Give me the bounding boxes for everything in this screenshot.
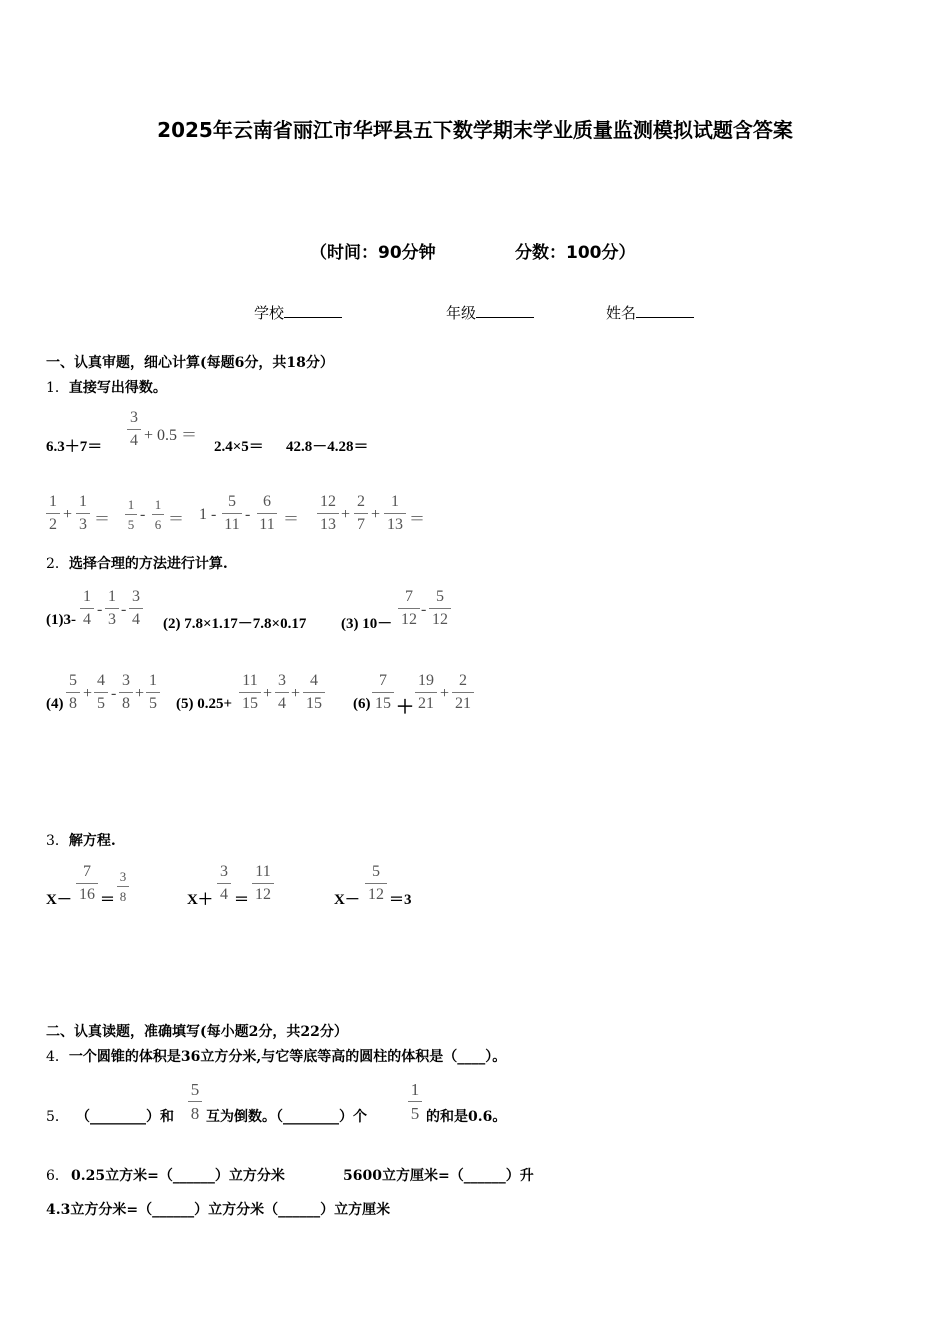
name-blank[interactable] [636, 302, 694, 318]
q3-number: 3． [46, 833, 69, 849]
fraction: $\frac{5}{12}$ [429, 589, 451, 628]
q3-eq3-result: ＝3 [389, 892, 412, 908]
equals-op: ＝ [234, 892, 250, 908]
q2-part3-label: (3) 10－ [341, 616, 393, 632]
q6-line1-b: 5600立方厘米=（______）升 [343, 1168, 534, 1184]
name-label: 姓名 [606, 304, 637, 322]
q1-expr-c: 2.4×5＝ [214, 439, 264, 455]
fraction: $\frac{11}{12}$ [252, 864, 274, 903]
equals-op: ＝ [283, 511, 300, 528]
fraction: $\frac{2}{7}$ [354, 494, 368, 533]
fraction: $\frac{4}{5}$ [94, 673, 108, 712]
one-minus: 1 - [199, 506, 217, 523]
school-label: 学校 [254, 304, 285, 322]
q1-expr-d: 42.8－4.28＝ [286, 439, 369, 455]
equals-op: ＝ [100, 892, 116, 908]
grade-label: 年级 [446, 304, 477, 322]
q6-line1-a: 0.25立方米=（______）立方分米 [71, 1168, 285, 1184]
plus-op: + [341, 506, 351, 523]
equals-op: ＝ [409, 511, 426, 528]
q1-number: 1． [46, 380, 69, 396]
plus-op: + [135, 685, 145, 702]
q3-text: 解方程. [68, 833, 116, 849]
fraction: $\frac{4}{15}$ [303, 673, 325, 712]
fraction: $\frac{3}{4}$ [129, 589, 143, 628]
q5-text-b: 互为倒数。（________）个 [206, 1109, 367, 1125]
q4-prompt [46, 1046, 506, 1066]
fraction: $\frac{2}{21}$ [452, 673, 474, 712]
minus-op: - [111, 685, 117, 702]
school-field [254, 302, 342, 323]
fraction: $\frac{1}{6}$ [152, 498, 164, 531]
name-field [606, 302, 694, 323]
fraction: $\frac{3}{8}$ [119, 673, 133, 712]
bigplus-op: ＋ [396, 697, 414, 717]
fraction: $\frac{3}{4}$ [127, 410, 141, 449]
q1-text: 直接写出得数。 [68, 380, 167, 396]
q2-part6-label: (6) [353, 696, 371, 712]
plus-op: + [371, 506, 381, 523]
exam-score: 分数：100分） [515, 243, 636, 263]
q2-part4-label: (4) [46, 696, 64, 712]
plus-op: + [440, 685, 450, 702]
fraction: $\frac{19}{21}$ [415, 673, 437, 712]
plus-op: + [263, 685, 273, 702]
q6-line2: 4.3立方分米=（______）立方分米（______）立方厘米 [46, 1202, 391, 1218]
exam-time: （时间：90分钟 [310, 243, 436, 263]
minus-op: - [140, 506, 146, 523]
q3-eq2-x: X＋ [187, 892, 213, 908]
fraction: $\frac{5}{11}$ [222, 494, 242, 533]
q5-number: 5． [46, 1109, 69, 1125]
q1-expr-a: 6.3＋7＝ [46, 439, 103, 455]
minus-op: - [97, 601, 103, 618]
q2-part1-label: (1)3- [46, 612, 76, 628]
page-title: 2025年云南省丽江市华坪县五下数学期末学业质量监测模拟试题含答案 [157, 118, 793, 142]
fraction: $\frac{11}{15}$ [239, 673, 261, 712]
fraction: $\frac{12}{13}$ [317, 494, 339, 533]
section2-heading: 二、认真读题，准确填写(每小题2分，共22分） [46, 1024, 348, 1040]
grade-field [446, 302, 534, 323]
fraction: $\frac{6}{11}$ [257, 494, 277, 533]
fraction: $\frac{5}{8}$ [66, 673, 80, 712]
fraction: $\frac{1}{5}$ [408, 1081, 422, 1122]
fraction: $\frac{3}{4}$ [275, 673, 289, 712]
plus-op: + [63, 506, 73, 523]
plus-op: + [83, 685, 93, 702]
q3-eq1-x: X－ [46, 892, 72, 908]
fraction: $\frac{1}{2}$ [46, 494, 60, 533]
q3-eq3-x: X－ [334, 892, 360, 908]
q2-part5-label: (5) 0.25+ [176, 696, 233, 712]
fraction: $\frac{5}{8}$ [188, 1081, 202, 1122]
fraction: $\frac{1}{3}$ [105, 589, 119, 628]
fraction: $\frac{3}{4}$ [217, 864, 231, 903]
q5-text-a: （________）和 [76, 1109, 174, 1125]
q1-expr-b-tail: + 0.5 ＝ [144, 427, 198, 444]
fraction: $\frac{7}{16}$ [76, 864, 98, 903]
fraction: $\frac{7}{12}$ [398, 589, 420, 628]
fraction: $\frac{1}{13}$ [384, 494, 406, 533]
equals-op: ＝ [94, 511, 111, 528]
fraction: $\frac{1}{4}$ [80, 589, 94, 628]
fraction: $\frac{7}{15}$ [372, 673, 394, 712]
school-blank[interactable] [284, 302, 342, 318]
fraction: $\frac{1}{5}$ [125, 498, 137, 531]
equals-op: ＝ [168, 511, 185, 528]
q1-prompt [46, 377, 167, 397]
q2-number: 2． [46, 556, 69, 572]
q4-number: 4． [46, 1049, 69, 1065]
fraction: $\frac{5}{12}$ [365, 864, 387, 903]
fraction: $\frac{3}{8}$ [117, 870, 129, 903]
q4-text: 一个圆锥的体积是36立方分米,与它等底等高的圆柱的体积是（____）。 [68, 1049, 507, 1065]
section1-heading: 一、认真审题，细心计算(每题6分，共18分） [46, 355, 334, 371]
minus-op: - [421, 601, 427, 618]
minus-op: - [121, 601, 127, 618]
q6-number: 6． [46, 1168, 69, 1184]
fraction: $\frac{1}{3}$ [76, 494, 90, 533]
q2-part2: (2) 7.8×1.17－7.8×0.17 [163, 616, 307, 632]
q3-prompt [46, 830, 116, 850]
q5-text-c: 的和是0.6。 [426, 1109, 507, 1125]
fraction: $\frac{1}{5}$ [146, 673, 160, 712]
minus-op: - [245, 506, 251, 523]
plus-op: + [291, 685, 301, 702]
q2-text: 选择合理的方法进行计算. [68, 556, 228, 572]
grade-blank[interactable] [476, 302, 534, 318]
q2-prompt [46, 553, 228, 573]
